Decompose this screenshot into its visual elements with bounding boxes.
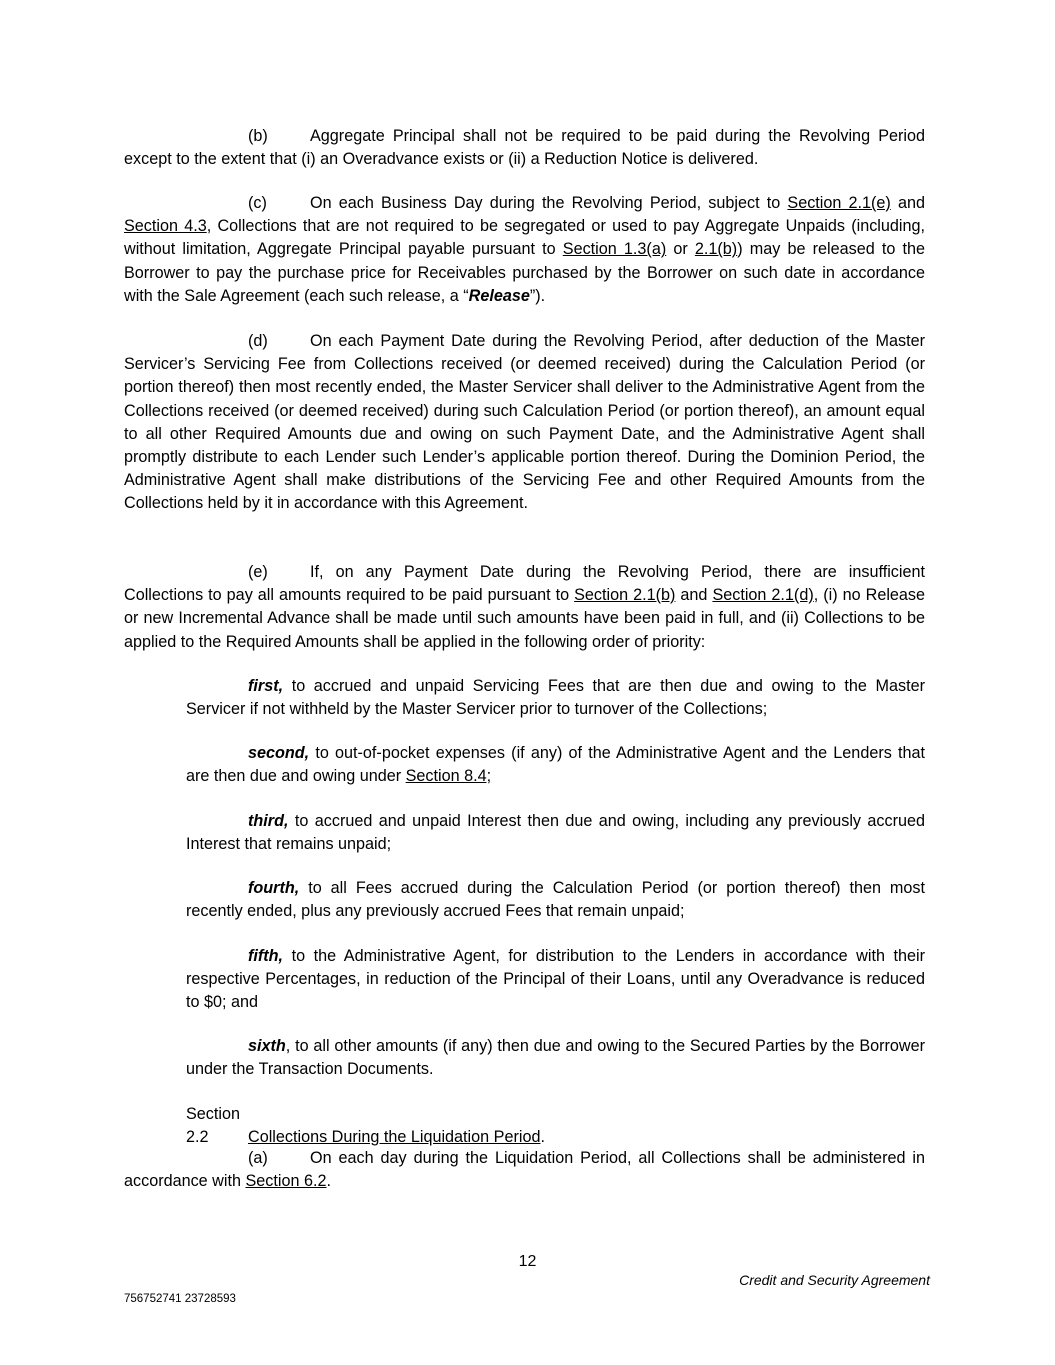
priority-keyword: fifth, [248,947,284,965]
priority-fifth [186,945,925,1015]
priority-text: to the Administrative Agent, for distribution to the Lenders in accordance with their respective Percentages, in reduction of the Principal of their Loans, until any Overadvance is reduced to $0; and [186,947,925,1012]
priority-first [186,675,925,721]
priority-keyword: sixth [248,1037,286,1055]
paragraph-text: and [890,194,925,212]
priority-keyword: fourth, [248,879,300,897]
section-number: Section 2.2 [186,1105,240,1147]
priority-text: to out-of-pocket expenses (if any) of the Administrative Agent and the Lenders that are then due and owing under [186,744,925,786]
section-reference-link[interactable]: Section 4.3 [124,217,207,236]
section-title-period: . [540,1128,545,1147]
paragraph-label: (c) [248,194,267,212]
section-reference-link[interactable]: Section 2.1(e) [787,194,891,212]
paragraph-text: . [326,1172,331,1191]
paragraph-label: (d) [248,332,268,350]
paragraph-label: (a) [248,1149,268,1167]
priority-text: to accrued and unpaid Interest then due and owing, including any previously accrued Interest that remains unpaid; [186,812,925,854]
paragraph-e [124,561,925,654]
paragraph-text: , (i) no Release or new Incremental Advance shall be made until such amounts have been paid in full, and (ii) Collections to be applied to the Required Amounts shall be applied in the following order of priority: [124,586,926,651]
priority-keyword: first, [248,677,284,695]
paragraph-text: and [675,586,713,605]
section-heading [186,1103,925,1149]
section-title: Collections During the Liquidation Period [248,1128,541,1147]
priority-third [186,810,925,856]
paragraph-text: , Collections that are not required to be segregated or used to pay Aggregate Unpaids (including, without limitation, Aggregate Principal payable pursuant to [124,217,925,259]
priority-text: to accrued and unpaid Servicing Fees that are then due and owing to the Master Servicer if not withheld by the Master Servicer prior to turnover of the Collections; [186,677,925,719]
defined-term: Release [468,286,530,305]
priority-text: , to all other amounts (if any) then due and owing to the Secured Parties by the Borrower under the Transaction Documents. [186,1037,925,1079]
section-reference-link[interactable]: Section 8.4; [405,767,492,786]
priority-second [186,742,925,788]
section-reference-link[interactable]: Section 2.1(b) [574,586,676,605]
paragraph-text: On each day during the Liquidation Period, all Collections shall be administered in accordance with [124,1149,925,1191]
priority-keyword: second, [248,744,310,762]
paragraph-c [124,192,925,308]
priority-text: to all Fees accrued during the Calculation Period (or portion thereof) then most recently ended, plus any previously accrued Fees that remain unpaid; [186,879,925,921]
section-reference-link[interactable]: Section 1.3(a) [562,240,667,259]
priority-sixth [186,1035,925,1081]
section-reference-link[interactable]: 2.1(b) [694,240,738,259]
paragraph-text: On each Payment Date during the Revolving Period, after deduction of the Master Servicer’s Servicing Fee from Collections received (or deemed received) during the Calculation Period (or portion thereof) then most recently ended, the Master Servicer shall deliver to the Administrative Agent from the Collections received (or deemed received) during such Calculation Period (or portion thereof), an amount equal to all other Required Amounts due and owing on such Payment Date, and the Administrative Agent shall promptly distribute to each Lender such Lender’s applicable portion thereof. During the Dominion Period, the Administrative Agent shall make distributions of the Servicing Fee and other Required Amounts from the Collections held by it in accordance with this Agreement. [124,332,925,513]
document-title-footer: Credit and Security Agreement [739,1272,930,1288]
section-reference-link[interactable]: Section 2.1(d) [712,586,814,605]
paragraph-text: Aggregate Principal shall not be required to be paid during the Revolving Period except to the extent that (i) an Overadvance exists or (ii) a Reduction Notice is delivered. [124,127,925,169]
paragraph-d [124,330,925,516]
paragraph-2-2-a [124,1147,925,1193]
paragraph-b [124,125,925,171]
paragraph-text: ”). [529,286,546,305]
paragraph-label: (e) [248,563,268,581]
section-reference-link[interactable]: Section 6.2 [245,1172,327,1191]
paragraph-text: If, on any Payment Date during the Revolving Period, there are insufficient Collections to pay all amounts required to be paid pursuant to [124,563,925,605]
document-id-footer: 756752741 23728593 [124,1293,236,1305]
priority-keyword: third, [248,812,289,830]
paragraph-text: ) may be released to the Borrower to pay the purchase price for Receivables purchased by the Borrower on such date in accordance with the Sale Agreement (each such release, a “ [124,240,926,305]
paragraph-text: or [666,240,695,259]
paragraph-label: (b) [248,127,268,145]
page-number: 12 [518,1253,537,1270]
priority-fourth [186,877,925,923]
paragraph-text: On each Business Day during the Revolving Period, subject to [310,194,788,212]
